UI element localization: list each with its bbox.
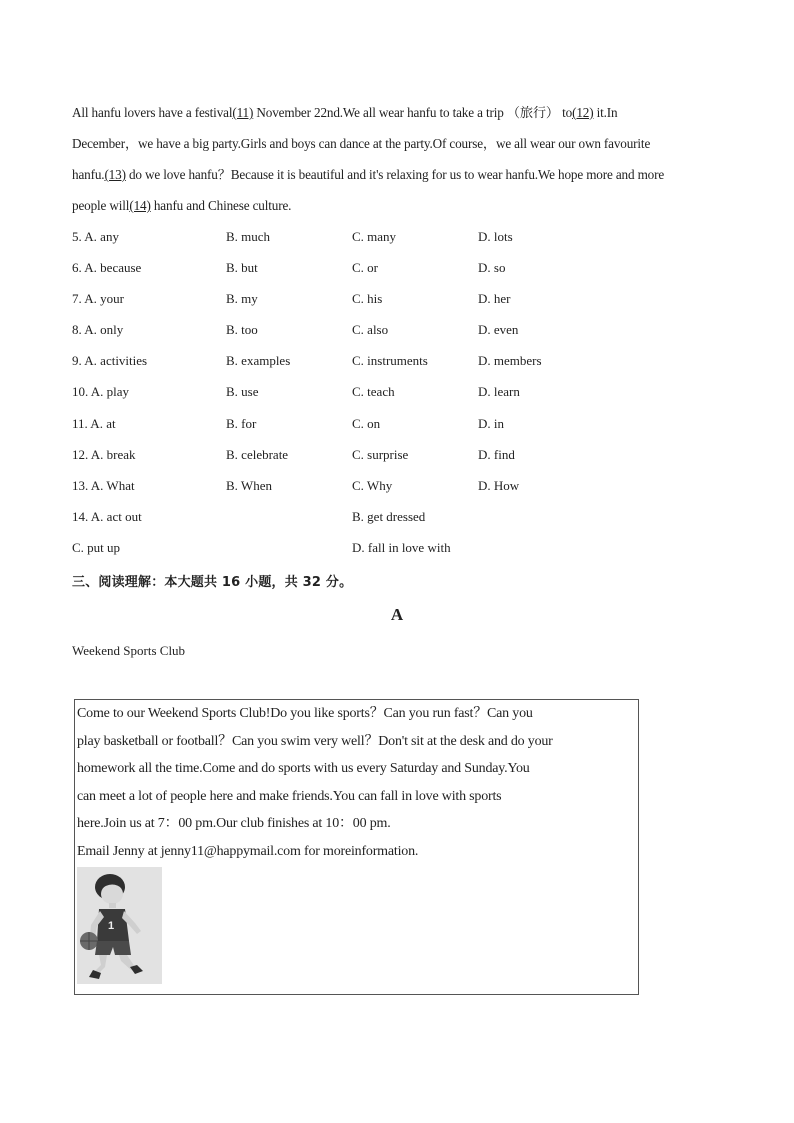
option-d: D. fall in love with: [352, 540, 451, 555]
option-d: D. even: [478, 322, 519, 337]
option-c: C. also: [352, 322, 389, 337]
option-b: B. much: [226, 229, 271, 244]
option-b: B. When: [226, 478, 272, 493]
option-c: C. put up: [72, 540, 121, 555]
part-letter: A: [390, 605, 404, 624]
text-segment: do we love hanfu？Because it is beautiful and it's relaxing for us to wear hanfu.We hope more and more: [125, 167, 665, 182]
option-d: D. How: [478, 478, 520, 493]
option-c: C. teach: [352, 384, 395, 399]
option-c: C. instruments: [352, 353, 428, 368]
option-b: B. my: [226, 291, 258, 306]
blank-11: (11): [232, 105, 254, 120]
blank-14: (14): [129, 198, 151, 213]
text-segment: hanfu.: [72, 167, 105, 182]
option-c: C. surprise: [352, 447, 409, 462]
option-a: 14. A. act out: [72, 509, 142, 524]
option-c: C. many: [352, 229, 397, 244]
ad-line: here.Join us at 7：00 pm.Our club finishes at 10：00 pm.: [77, 816, 391, 831]
svg-text:1: 1: [107, 920, 115, 932]
blank-13: (13): [104, 167, 126, 182]
option-d: D. members: [478, 353, 542, 368]
ad-line: can meet a lot of people here and make friends.You can fall in love with sports: [77, 788, 502, 804]
paragraph-line-4: [72, 190, 732, 221]
option-a: 13. A. What: [72, 478, 135, 493]
option-b: B. get dressed: [352, 509, 426, 524]
option-c: C. or: [352, 260, 378, 275]
ad-line: Come to our Weekend Sports Club!Do you like sports？Can you run fast？Can you: [77, 706, 533, 721]
option-d: D. in: [478, 416, 504, 431]
cloze-paragraph: [72, 97, 732, 221]
option-b: B. but: [226, 260, 258, 275]
option-a: 7. A. your: [72, 291, 124, 306]
advertisement-box: [74, 699, 639, 995]
paragraph-line-1: [72, 97, 732, 128]
ad-line: play basketball or football？Can you swim very well？Don't sit at the desk and do your: [77, 733, 553, 749]
text-segment: people will: [72, 198, 130, 213]
option-b: B. for: [226, 416, 257, 431]
option-b: B. examples: [226, 353, 291, 368]
paragraph-line-3: [72, 159, 732, 190]
option-b: B. use: [226, 384, 259, 399]
option-b: B. too: [226, 322, 258, 337]
text-segment: it.In: [593, 105, 618, 120]
advertisement-text: [77, 700, 637, 865]
option-b: B. celebrate: [226, 447, 289, 462]
option-c: C. Why: [352, 478, 393, 493]
option-d: D. learn: [478, 384, 520, 399]
basketball-player-illustration: [77, 867, 162, 984]
option-a: 9. A. activities: [72, 353, 148, 368]
section-heading: 三、阅读理解：本大题共 16 小题，共 32 分。: [72, 575, 353, 590]
blank-12: (12): [572, 105, 594, 120]
basketball-player-icon: [77, 867, 162, 984]
paragraph-line-2: December，we have a big party.Girls and boys can dance at the party.Of course，we all wear our own favourite: [72, 136, 651, 151]
option-d: D. so: [478, 260, 506, 275]
option-a: 12. A. break: [72, 447, 136, 462]
option-d: D. lots: [478, 229, 513, 244]
text-segment: November 22nd.We all wear hanfu to take a trip （旅行） to: [253, 105, 573, 120]
text-segment: hanfu and Chinese culture.: [150, 198, 292, 213]
option-d: D. her: [478, 291, 511, 306]
option-d: D. find: [478, 447, 515, 462]
option-a: 5. A. any: [72, 229, 119, 244]
option-a: 10. A. play: [72, 384, 130, 399]
text-segment: All hanfu lovers have a festival: [72, 105, 233, 120]
ad-line: Email Jenny at jenny11@happymail.com for moreinformation.: [77, 843, 419, 859]
option-a: 8. A. only: [72, 322, 124, 337]
option-c: C. on: [352, 416, 381, 431]
option-c: C. his: [352, 291, 383, 306]
option-a: 6. A. because: [72, 260, 142, 275]
option-a: 11. A. at: [72, 416, 116, 431]
passage-title: Weekend Sports Club: [72, 643, 186, 658]
ad-line: homework all the time.Come and do sports with us every Saturday and Sunday.You: [77, 761, 530, 776]
